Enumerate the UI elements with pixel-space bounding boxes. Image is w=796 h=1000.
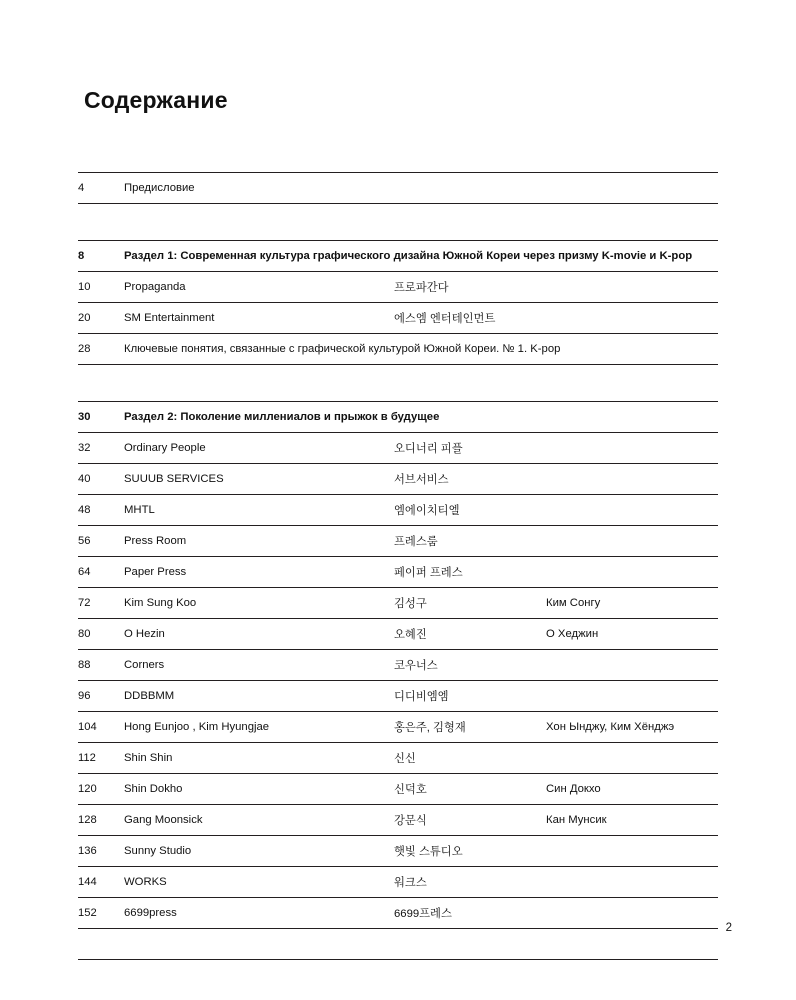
row-title: Предисловие [124, 182, 195, 194]
row-title: Gang Moonsick [124, 814, 203, 826]
row-title: Press Room [124, 535, 187, 547]
row-page-number: 20 [78, 312, 91, 324]
row-title-korean: 프레스룸 [394, 536, 438, 548]
row-page-number: 112 [78, 752, 96, 764]
row-title-korean: 에스엠 엔터테인먼트 [394, 313, 496, 325]
row-title: Corners [124, 659, 165, 671]
row-title-korean: 서브서비스 [394, 474, 449, 486]
row-page-number: 4 [78, 182, 85, 194]
row-page-number: 152 [78, 907, 97, 919]
row-title: Paper Press [124, 566, 187, 578]
table-row[interactable] [78, 433, 718, 464]
table-row[interactable] [78, 650, 718, 681]
row-title-korean: 강문식 [394, 815, 427, 827]
row-title-korean: 워크스 [394, 877, 427, 889]
table-row[interactable] [78, 303, 718, 334]
row-title-korean: 6699프레스 [394, 908, 452, 920]
row-title-korean: 햇빛 스튜디오 [394, 846, 463, 858]
row-page-number: 30 [78, 411, 91, 423]
row-title-korean: 홍은주, 김형재 [394, 722, 466, 734]
row-title-korean: 코우너스 [394, 660, 438, 672]
row-page-number: 32 [78, 442, 91, 454]
row-title-korean: 오혜진 [394, 629, 427, 641]
row-title: Ordinary People [124, 442, 206, 454]
page-folio: 2 [725, 922, 732, 934]
toc-group-section-2 [78, 401, 718, 960]
row-title-korean: 신신 [394, 753, 416, 765]
table-row-section[interactable] [78, 240, 718, 272]
table-row[interactable] [78, 836, 718, 867]
row-title: Sunny Studio [124, 845, 192, 857]
row-title: DDBBMM [124, 690, 175, 702]
table-of-contents [78, 172, 718, 960]
row-title-korean: 디디비엠엠 [394, 691, 449, 703]
row-page-number: 72 [78, 597, 91, 609]
table-row[interactable] [78, 867, 718, 898]
row-page-number: 128 [78, 814, 97, 826]
row-title: SM Entertainment [124, 312, 215, 324]
row-title: Propaganda [124, 281, 186, 293]
toc-group-preface [78, 172, 718, 204]
row-page-number: 48 [78, 504, 91, 516]
row-title: Shin Dokho [124, 783, 183, 795]
row-title: Shin Shin [124, 752, 173, 764]
table-row[interactable] [78, 898, 718, 929]
row-title: Kim Sung Koo [124, 597, 197, 609]
row-page-number: 28 [78, 343, 91, 355]
row-title: 6699press [124, 907, 177, 919]
row-title: O Hezin [124, 628, 165, 640]
row-title: MHTL [124, 504, 155, 516]
table-row[interactable] [78, 334, 718, 365]
row-title-korean: 신덕호 [394, 784, 427, 796]
row-page-number: 64 [78, 566, 91, 578]
row-page-number: 120 [78, 783, 97, 795]
row-title: Раздел 1: Современная культура графического дизайна Южной Кореи через призму K-movie и K-pop [124, 250, 693, 262]
row-title-transliteration: Хон Ынджу, Ким Хёнджэ [546, 721, 675, 733]
row-title-transliteration: О Хеджин [546, 628, 599, 640]
row-page-number: 40 [78, 473, 91, 485]
row-title: Ключевые понятия, связанные с графической культурой Южной Кореи. № 1. K-pop [124, 343, 561, 355]
row-title: SUUUB SERVICES [124, 473, 224, 485]
table-row[interactable] [78, 526, 718, 557]
table-row[interactable] [78, 172, 718, 204]
row-title-korean: 오디너리 피플 [394, 443, 463, 455]
row-page-number: 8 [78, 250, 85, 262]
toc-group-section-1 [78, 240, 718, 365]
row-title: Hong Eunjoo , Kim Hyungjae [124, 721, 270, 733]
table-row[interactable] [78, 712, 718, 743]
row-title-korean: 페이퍼 프레스 [394, 567, 463, 579]
page-title: Содержание [84, 87, 228, 114]
table-row[interactable] [78, 774, 718, 805]
table-row[interactable] [78, 805, 718, 836]
row-title: WORKS [124, 876, 167, 888]
table-row[interactable] [78, 557, 718, 588]
table-row[interactable] [78, 495, 718, 526]
row-title-transliteration: Син Докхо [546, 783, 601, 795]
table-row[interactable] [78, 681, 718, 712]
group-spacer [78, 365, 718, 401]
table-row[interactable] [78, 619, 718, 650]
row-page-number: 88 [78, 659, 91, 671]
row-page-number: 80 [78, 628, 91, 640]
row-title-korean: 프로파간다 [394, 282, 449, 294]
row-title: Раздел 2: Поколение миллениалов и прыжок в будущее [124, 411, 440, 423]
row-page-number: 104 [78, 721, 97, 733]
table-row[interactable] [78, 464, 718, 495]
row-page-number: 144 [78, 876, 97, 888]
group-spacer [78, 204, 718, 240]
table-row-section[interactable] [78, 401, 718, 433]
table-row[interactable] [78, 743, 718, 774]
row-page-number: 56 [78, 535, 91, 547]
row-page-number: 10 [78, 281, 91, 293]
row-page-number: 136 [78, 845, 97, 857]
table-row[interactable] [78, 588, 718, 619]
row-title-korean: 엠에이치티엘 [394, 505, 460, 517]
row-page-number: 96 [78, 690, 91, 702]
row-title-transliteration: Кан Мунсик [546, 814, 607, 826]
table-row[interactable] [78, 929, 718, 960]
table-row[interactable] [78, 272, 718, 303]
row-title-korean: 김성구 [394, 598, 427, 610]
row-title-transliteration: Ким Сонгу [546, 597, 601, 609]
